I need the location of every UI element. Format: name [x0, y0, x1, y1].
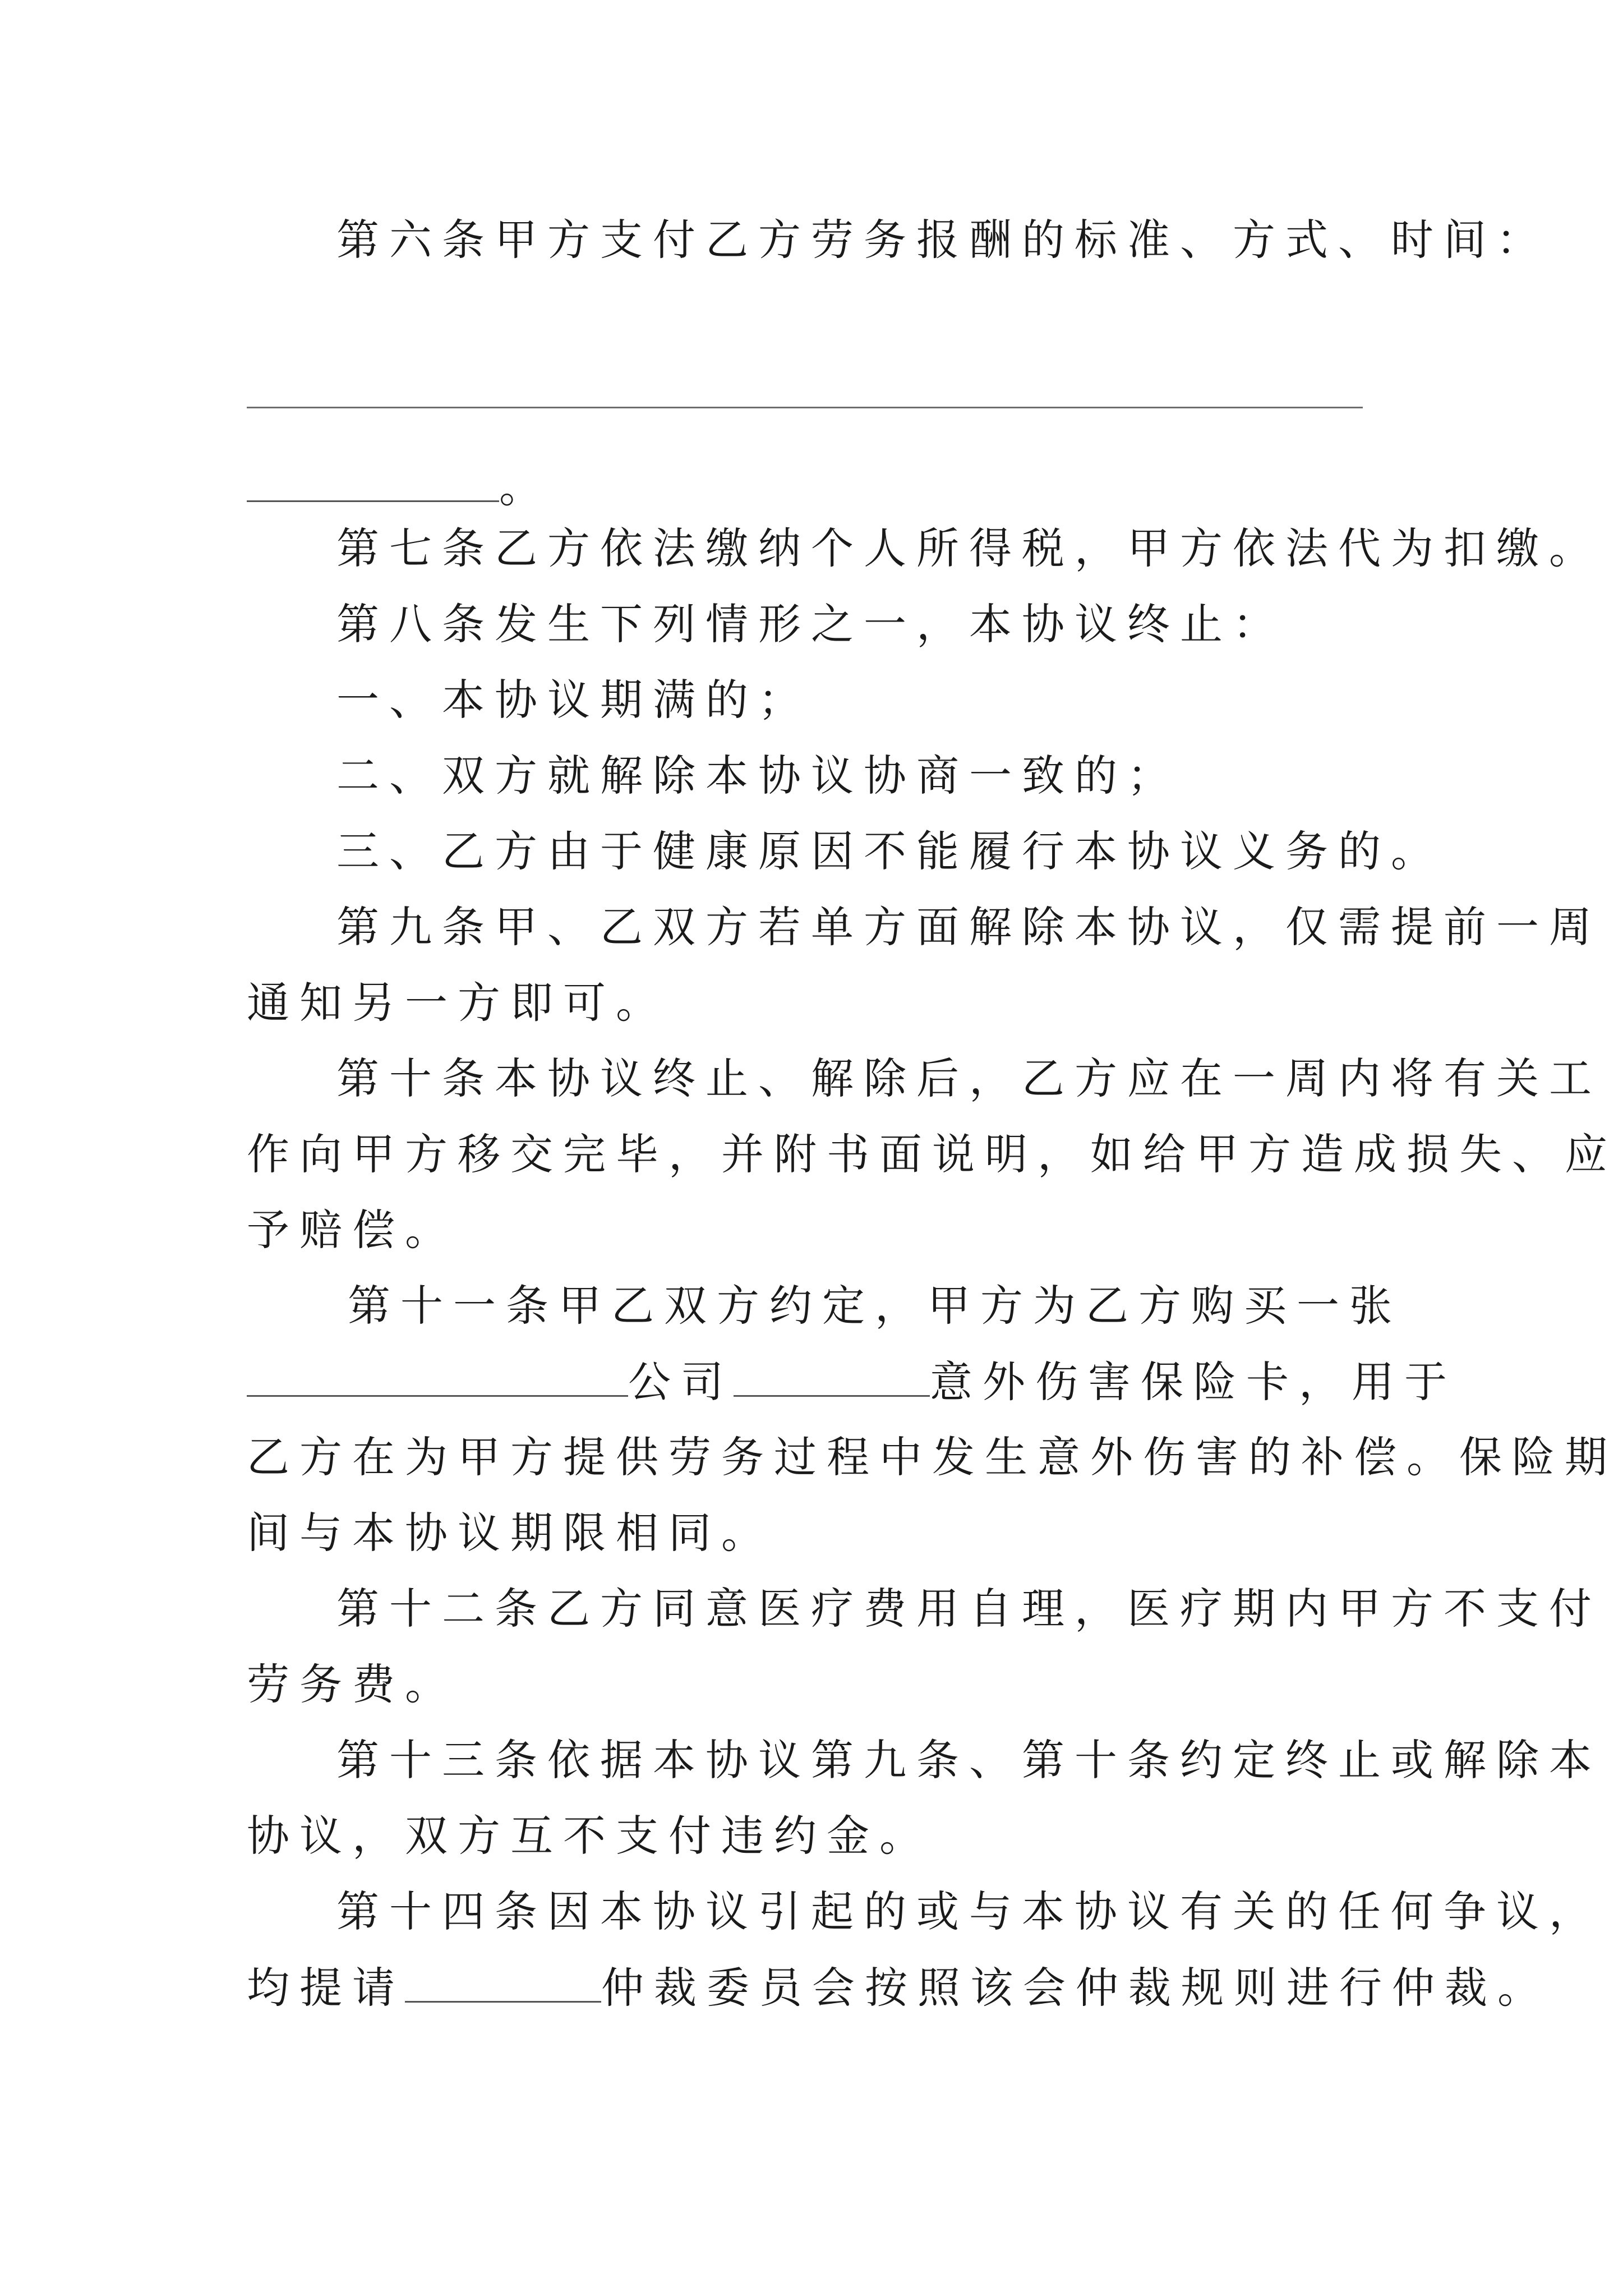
article-11-company: 公司: [628, 1357, 734, 1407]
article-10-line-1: 第十条本协议终止、解除后，乙方应在一周内将有关工: [336, 1053, 1602, 1103]
article-13-line-1: 第十三条依据本协议第九条、第十条约定终止或解除本: [336, 1735, 1602, 1785]
article-11-char: 第: [348, 1281, 400, 1331]
article-14-suffix: 仲裁委员会按照该会仲裁规则进行仲裁。: [601, 1963, 1550, 2013]
fill-in-blank: [247, 1355, 628, 1397]
article-9-line-1: 第九条甲、乙双方若单方面解除本协议，仅需提前一周: [336, 902, 1602, 952]
article-10-line-3: 予赔偿。: [247, 1205, 458, 1255]
article-11-char: 甲: [559, 1281, 611, 1331]
article-14-line-1: 第十四条因本协议引起的或与本协议有关的任何争议，: [336, 1887, 1602, 1936]
article-12-line-1: 第十二条乙方同意医疗费用自理，医疗期内甲方不支付: [336, 1584, 1602, 1634]
article-11-char: 十: [400, 1281, 453, 1331]
article-6-title: 第六条甲方支付乙方劳务报酬的标准、方式、时间：: [336, 215, 1549, 265]
article-11-char: 甲: [928, 1281, 980, 1331]
article-11-char: 张: [1349, 1281, 1402, 1331]
article-11-char: 定: [822, 1281, 875, 1331]
fill-in-blank-line: [247, 407, 1363, 408]
article-12-line-2: 劳务费。: [247, 1659, 458, 1709]
article-11-char: 条: [506, 1281, 559, 1331]
article-14-line-2: [247, 1961, 1550, 2014]
article-11-char: 方: [980, 1281, 1033, 1331]
article-11-line-2: [247, 1355, 1457, 1409]
article-11-insurance: 意外伤害保险卡，用于: [930, 1357, 1457, 1407]
article-11-char: 双: [664, 1281, 717, 1331]
article-9-line-2: 通知另一方即可。: [247, 978, 668, 1028]
article-11-char: 一: [1297, 1281, 1349, 1331]
article-6-end-mark: 。: [499, 462, 552, 512]
article-7: 第七条乙方依法缴纳个人所得税，甲方依法代为扣缴。: [336, 523, 1602, 573]
fill-in-blank: [247, 460, 499, 502]
article-8-item-2: 二、双方就解除本协议协商一致的；: [336, 751, 1180, 800]
article-8: 第八条发生下列情形之一，本协议终止：: [336, 599, 1285, 649]
article-6-blank-end: [247, 460, 552, 514]
article-11-char: 一: [453, 1281, 506, 1331]
article-11-char: 约: [769, 1281, 822, 1331]
article-11-char: 为: [1033, 1281, 1086, 1331]
article-11-char: 购: [1191, 1281, 1244, 1331]
article-8-item-3: 三、乙方由于健康原因不能履行本协议义务的。: [336, 826, 1444, 876]
article-11-char: 方: [717, 1281, 769, 1331]
fill-in-blank: [734, 1355, 930, 1397]
fill-in-blank: [405, 1961, 601, 2003]
article-11-char: 买: [1244, 1281, 1297, 1331]
article-11-line-4: 间与本协议期限相同。: [247, 1508, 774, 1558]
article-8-item-1: 一、本协议期满的；: [336, 675, 811, 725]
article-13-line-2: 协议，双方互不支付违约金。: [247, 1811, 932, 1861]
article-10-line-2: 作向甲方移交完毕，并附书面说明，如给甲方造成损失、应: [247, 1129, 1617, 1179]
article-11-char: 乙: [611, 1281, 664, 1331]
article-11-char: 乙: [1086, 1281, 1138, 1331]
article-14-prefix: 均提请: [247, 1963, 405, 2013]
article-11-line-3: 乙方在为甲方提供劳务过程中发生意外伤害的补偿。保险期: [247, 1432, 1617, 1482]
article-11-line-1: [247, 1279, 1402, 1333]
article-11-char: 方: [1138, 1281, 1191, 1331]
article-11-char: ，: [875, 1281, 928, 1331]
